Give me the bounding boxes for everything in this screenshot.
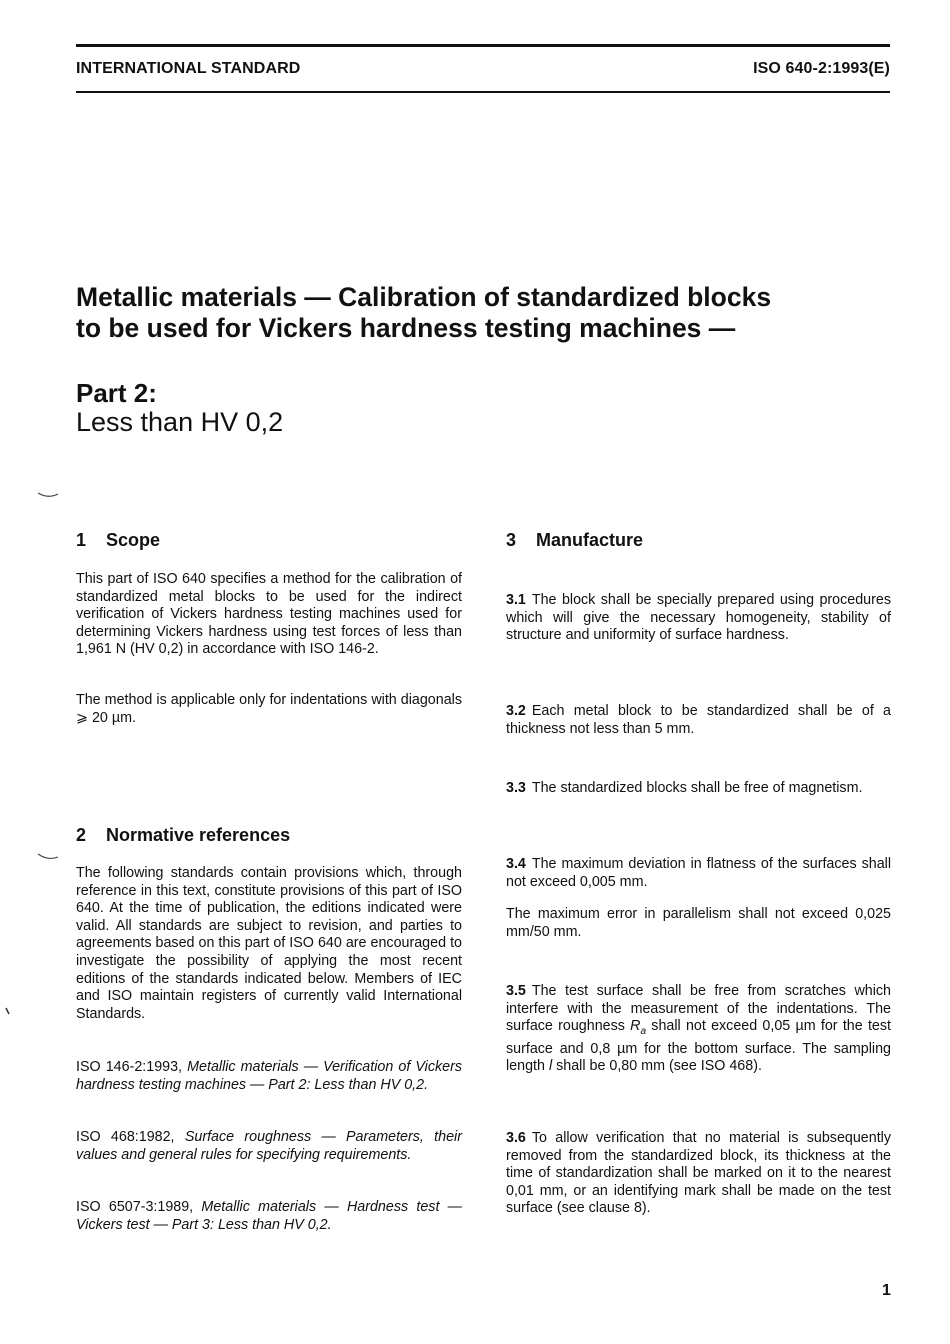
header-top-rule xyxy=(76,44,890,47)
reference-title: Surface roughness — Parameters, their values and general rules for specifying requirements. xyxy=(76,1129,462,1163)
clause-3-4-parallelism: The maximum error in parallelism shall not exceed 0,025 mm/50 mm. xyxy=(506,906,891,940)
clause-3-1 xyxy=(506,592,891,645)
clause-number: 3.5 xyxy=(506,983,526,999)
page-number: 1 xyxy=(882,1282,891,1299)
clause-number: 3.4 xyxy=(506,856,526,872)
clause-text: To allow verification that no material is subsequently removed from the standardized block, its thickness at the time of standardization shall be marked on it to the nearest 0,01 mm, or an identifying mark shall be made on the test surface (see clause 8). xyxy=(506,1130,891,1217)
title-line-1: Metallic materials — Calibration of standardized blocks xyxy=(76,282,772,312)
section-3-heading xyxy=(506,530,643,551)
clause-number: 3.6 xyxy=(506,1130,526,1146)
section-2-title: Normative references xyxy=(106,825,291,845)
normative-references-intro: The following standards contain provisions which, through reference in this text, constitute provisions of this part of ISO 640. At the time of publication, the editions indicated were valid. All standards are subject to revision, and parties to agreements based on this part of ISO 640 are encouraged to investigate the possibility of applying the most recent editions of the standards indicated below. Members of IEC and ISO maintain registers of currently valid International Standards. xyxy=(76,865,462,1022)
header-left: INTERNATIONAL STANDARD xyxy=(76,60,301,77)
ra-symbol: $R_a$ xyxy=(630,1018,647,1038)
clause-text-2: shall not exceed 0,05 µm for the test surface and 0,8 µm for the bottom surface. The sampling length xyxy=(506,1018,891,1075)
header-bottom-rule xyxy=(76,91,890,93)
section-2-number: 2 xyxy=(76,825,87,845)
header-right: ISO 640-2:1993(E) xyxy=(753,60,890,77)
reference-iso-146-2 xyxy=(76,1059,462,1094)
clause-text: The maximum deviation in flatness of the surfaces shall not exceed 0,005 mm. xyxy=(506,856,891,890)
reference-title: Metallic materials — Hardness test — Vickers test — Part 3: Less than HV 0,2. xyxy=(76,1199,462,1233)
clause-text: The block shall be specially prepared using procedures which will give the necessary homogeneity, stability of structure and uniformity of surface hardness. xyxy=(506,592,891,644)
clause-number: 3.3 xyxy=(506,780,526,796)
scope-paragraph-2: The method is applicable only for indentations with diagonals ⩾ 20 µm. xyxy=(76,692,462,726)
clause-text: The standardized blocks shall be free of magnetism. xyxy=(531,780,863,796)
l-symbol: l xyxy=(548,1058,553,1075)
margin-mark xyxy=(4,1006,12,1016)
document-title xyxy=(76,282,876,344)
reference-title: Metallic materials — Verification of Vickers hardness testing machines — Part 2: Less than HV 0,2. xyxy=(76,1059,462,1093)
clause-3-6 xyxy=(506,1130,891,1218)
reference-iso-468 xyxy=(76,1129,462,1164)
section-3-number: 3 xyxy=(506,530,517,550)
clause-3-4 xyxy=(506,856,891,891)
clause-3-3 xyxy=(506,780,891,798)
clause-text: Each metal block to be standardized shall be of a thickness not less than 5 mm. xyxy=(506,703,891,737)
ra-subscript: a xyxy=(640,1026,647,1038)
section-1-title: Scope xyxy=(106,530,161,550)
clause-number: 3.2 xyxy=(506,703,526,719)
clause-number: 3.1 xyxy=(506,592,526,608)
title-line-2: to be used for Vickers hardness testing machines — xyxy=(76,313,736,343)
reference-code: ISO 6507-3:1989, xyxy=(76,1199,194,1215)
section-1-heading xyxy=(76,530,160,551)
part-subtitle: Less than HV 0,2 xyxy=(76,407,284,437)
clause-3-5 xyxy=(506,983,891,1076)
section-1-number: 1 xyxy=(76,530,87,550)
reference-iso-6507-3 xyxy=(76,1199,462,1234)
clause-3-2 xyxy=(506,703,891,738)
section-3-title: Manufacture xyxy=(536,530,644,550)
clause-text-1: The test surface shall be free from scratches which interfere with the measurement of the indentations. The surface roughness xyxy=(506,983,891,1035)
part-label: Part 2: xyxy=(76,378,157,408)
clause-text-3: shall be 0,80 mm (see ISO 468). xyxy=(556,1058,762,1075)
margin-mark xyxy=(36,490,60,500)
reference-code: ISO 146-2:1993, xyxy=(76,1059,183,1075)
margin-mark xyxy=(36,852,60,862)
scope-paragraph-1: This part of ISO 640 specifies a method for the calibration of standardized metal blocks to be used for the indirect verification of Vickers hardness testing machines used for determining Vickers hardness using test forces of less than 1,961 N (HV 0,2) in accordance with ISO 146-2. xyxy=(76,571,462,658)
reference-code: ISO 468:1982, xyxy=(76,1129,175,1145)
section-2-heading xyxy=(76,825,290,846)
